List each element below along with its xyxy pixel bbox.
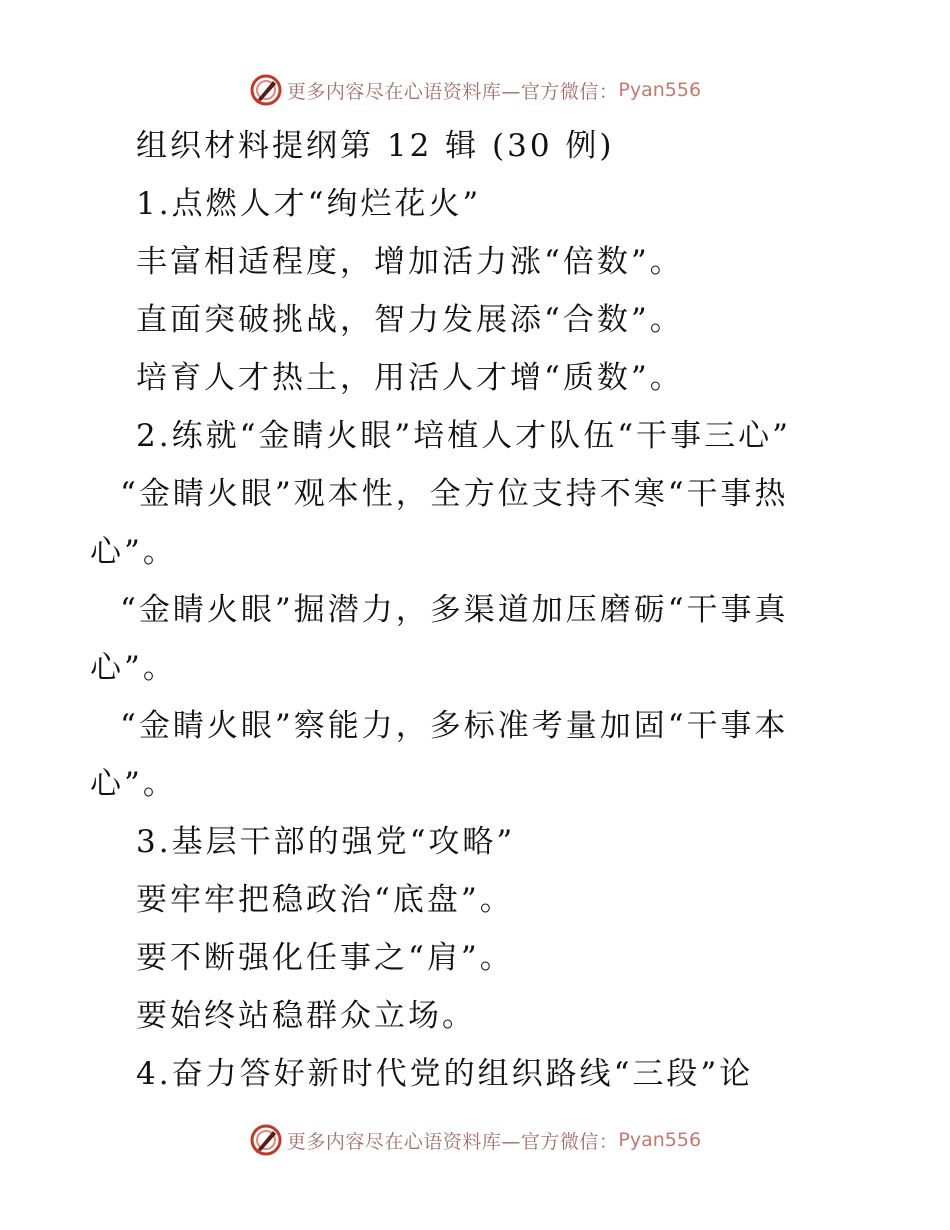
pen-circle-logo-icon — [249, 73, 283, 107]
paragraph-line-continued: 心”。 — [90, 766, 177, 802]
section-heading-1: 1.点燃人才“绚烂花火” — [136, 186, 482, 222]
document-title: 组织材料提纲第 12 辑 (30 例) — [136, 128, 615, 164]
paragraph-line: 要始终站稳群众立场。 — [136, 998, 476, 1034]
watermark-banner-top — [0, 70, 950, 110]
watermark-text: 更多内容尽在心语资料库—官方微信： — [286, 1130, 619, 1153]
paragraph-line: 直面突破挑战，智力发展添“合数”。 — [136, 302, 684, 338]
section-heading-2: 2.练就“金睛火眼”培植人才队伍“干事三心” — [136, 418, 791, 454]
paragraph-line-continued: 心”。 — [90, 534, 177, 570]
paragraph-line: “金睛火眼”观本性，全方位支持不寒“干事热 — [120, 476, 789, 512]
paragraph-line: “金睛火眼”掘潜力，多渠道加压磨砺“干事真 — [120, 592, 789, 628]
paragraph-line: 要牢牢把稳政治“底盘”。 — [136, 882, 514, 918]
paragraph-line: 丰富相适程度，增加活力涨“倍数”。 — [136, 244, 684, 280]
paragraph-line: 要不断强化任事之“肩”。 — [136, 940, 514, 976]
watermark-wechat-id: Pyan556 — [618, 1129, 702, 1151]
document-body — [90, 117, 860, 1103]
paragraph-line: 培育人才热土，用活人才增“质数”。 — [136, 360, 684, 396]
section-heading-4: 4.奋力答好新时代党的组织路线“三段”论 — [136, 1056, 754, 1092]
section-heading-3: 3.基层干部的强党“攻略” — [136, 824, 516, 860]
pen-circle-logo-icon — [249, 1123, 283, 1157]
watermark-text: 更多内容尽在心语资料库—官方微信： — [286, 80, 619, 103]
watermark-banner-bottom — [0, 1120, 950, 1160]
watermark-wechat-id: Pyan556 — [618, 79, 702, 101]
paragraph-line-continued: 心”。 — [90, 650, 177, 686]
paragraph-line: “金睛火眼”察能力，多标准考量加固“干事本 — [120, 708, 789, 744]
